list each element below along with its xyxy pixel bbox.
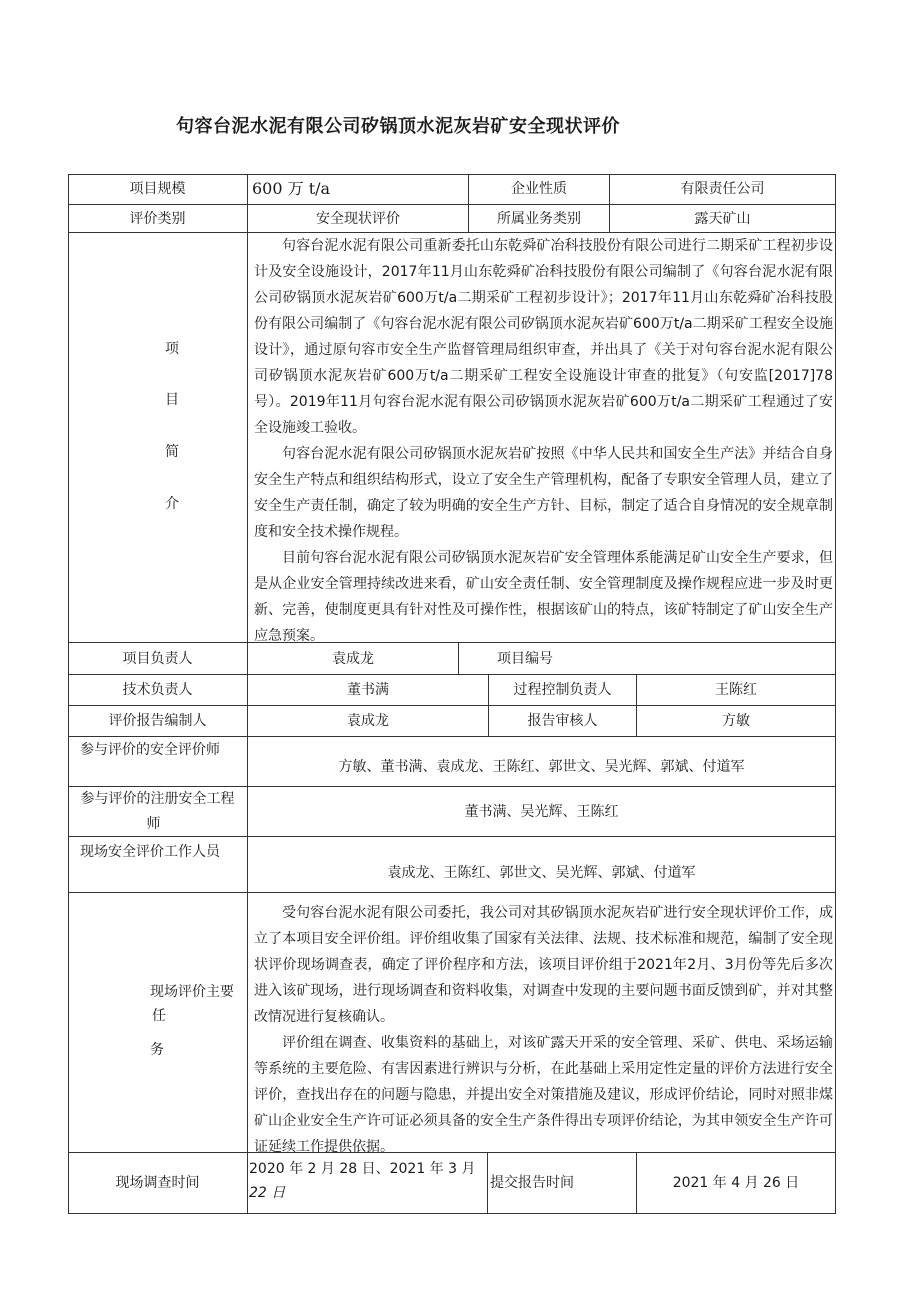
value-evaluation-type: 安全现状评价 — [316, 210, 400, 227]
evaluation-table — [68, 174, 836, 1214]
intro-label-char: 简 — [165, 444, 179, 460]
value-survey-time-line2: 22 日 — [249, 1185, 286, 1201]
intro-label-char: 介 — [165, 496, 179, 512]
label-enterprise-nature: 企业性质 — [511, 181, 567, 197]
intro-paragraph: 句容台泥水泥有限公司矽锅顶水泥灰岩矿按照《中华人民共和国安全生产法》并结合自身安全生产特点和组织结构形式，设立了安全生产管理机构，配备了专职安全管理人员，建立了安全生产责任制，确定了较为明确的安全生产方针、目标，制定了适合自身情况的安全规章制度和安全技术操作规程。 — [254, 446, 833, 540]
label-report-author: 评价报告编制人 — [108, 713, 207, 729]
page-title: 句容台泥水泥有限公司矽锅顶水泥灰岩矿安全现状评价 — [176, 116, 620, 137]
tasks-paragraph: 评价组在调查、收集资料的基础上，对该矿露天开采的安全管理、采矿、供电、采场运输等系统的主要危险、有害因素进行辨识与分析，在此基础上采用定性定量的评价方法进行安全评价，查找出存在的问题与隐患，并提出安全对策措施及建议，形成评价结论，同时对照非煤矿山企业安全生产许可证必须具备的安全生产条件得出专项评价结论，为其申领安全生产许可证延续工作提供依据。 — [254, 1035, 833, 1155]
value-project-number — [639, 643, 835, 674]
value-project-scale: 600 万 t/a — [252, 179, 331, 198]
label-safety-evaluators — [68, 737, 247, 786]
label-survey-time: 现场调查时间 — [115, 1175, 200, 1191]
label-technical-leader: 技术负责人 — [122, 682, 193, 698]
tasks-paragraph: 受句容台泥水泥有限公司委托，我公司对其矽锅顶水泥灰岩矿进行安全现状评价工作，成立了本项目安全评价组。评价组收集了国家有关法律、法规、技术标准和规范，编制了安全现状评价现场调查表，确定了评价程序和方法，该项目评价组于2021年2月、3月份等先后多次进入该矿现场，进行现场调查和资料收集，对调查中发现的主要问题书面反馈到矿，并对其整改情况进行复核确认。 — [254, 905, 833, 1025]
label-main-tasks-line1: 现场评价主要 — [150, 984, 234, 1000]
label-process-control-leader: 过程控制负责人 — [513, 682, 612, 698]
label-main-tasks-line3: 务 — [150, 1042, 164, 1058]
value-submission-time: 2021 年 4 月 26 日 — [672, 1175, 800, 1191]
value-report-author: 袁成龙 — [347, 713, 389, 729]
label-registered-engineers-line2: 师 — [146, 816, 161, 832]
label-report-reviewer: 报告审核人 — [527, 713, 598, 729]
intro-label-char: 目 — [165, 392, 179, 408]
value-process-control-leader: 王陈红 — [715, 682, 757, 698]
label-evaluation-type: 评价类别 — [129, 210, 186, 227]
intro-paragraph: 句容台泥水泥有限公司重新委托山东乾舜矿冶科技股份有限公司进行二期采矿工程初步设计及安全设施设计，2017年11月山东乾舜矿冶科技股份有限公司编制了《句容台泥水泥有限公司矽锅顶水泥灰岩矿600万t/a二期采矿工程初步设计》；2017年11月山东乾舜矿冶科技股份有限公司编制了《句容台泥水泥有限公司矽锅顶水泥灰岩矿600万t/a二期采矿工程安全设施设计》，通过原句容市安全生产监督管理局组织审查，并出具了《关于对句容台泥水泥有限公司矽锅顶水泥灰岩矿600万t/a二期采矿工程安全设施设计审查的批复》（句安监[2017]78号）。2019年11月句容台泥水泥有限公司矽锅顶水泥灰岩矿600万t/a二期采矿工程通过了安全设施竣工验收。 — [254, 238, 833, 436]
value-technical-leader: 董书满 — [347, 682, 389, 698]
label-main-tasks — [68, 893, 247, 1152]
value-business-category: 露天矿山 — [694, 210, 751, 227]
value-safety-evaluators: 方敏、董书满、袁成龙、王陈红、郭世文、吴光辉、郭斌、付道军 — [338, 758, 745, 775]
label-business-category: 所属业务类别 — [497, 210, 581, 227]
value-survey-time — [249, 1153, 487, 1213]
label-field-staff-text: 现场安全评价工作人员 — [80, 844, 220, 860]
intro-paragraph: 目前句容台泥水泥有限公司矽锅顶水泥灰岩矿安全管理体系能满足矿山安全生产要求，但是从企业安全管理持续改进来看，矿山安全责任制、安全管理制度及操作规程应进一步及时更新、完善，使制度更具有针对性及可操作性，根据该矿山的特点，该矿特制定了矿山安全生产应急预案。 — [254, 550, 833, 644]
main-tasks-text — [248, 893, 835, 1155]
value-enterprise-nature: 有限责任公司 — [680, 181, 765, 197]
project-intro-text — [248, 233, 835, 642]
label-field-staff — [68, 837, 247, 892]
value-report-reviewer: 方敏 — [722, 713, 750, 729]
label-project-number: 项目编号 — [497, 650, 553, 667]
label-project-leader: 项目负责人 — [122, 650, 193, 667]
intro-label-char: 项 — [165, 341, 179, 357]
label-safety-evaluators-text: 参与评价的安全评价师 — [80, 742, 220, 758]
label-submission-time: 提交报告时间 — [490, 1175, 574, 1191]
label-registered-engineers — [68, 787, 247, 836]
value-registered-engineers: 董书满、吴光辉、王陈红 — [464, 803, 619, 820]
label-main-tasks-line2: 任 — [152, 1008, 166, 1024]
label-project-scale: 项目规模 — [129, 181, 186, 197]
value-field-staff: 袁成龙、王陈红、郭世文、吴光辉、郭斌、付道军 — [387, 864, 696, 881]
value-survey-time-line1: 2020 年 2 月 28 日、2021 年 3 月 — [249, 1161, 476, 1177]
label-registered-engineers-line1: 参与评价的注册安全工程 — [80, 791, 235, 807]
label-project-intro — [68, 233, 247, 642]
value-project-leader: 袁成龙 — [332, 650, 374, 667]
